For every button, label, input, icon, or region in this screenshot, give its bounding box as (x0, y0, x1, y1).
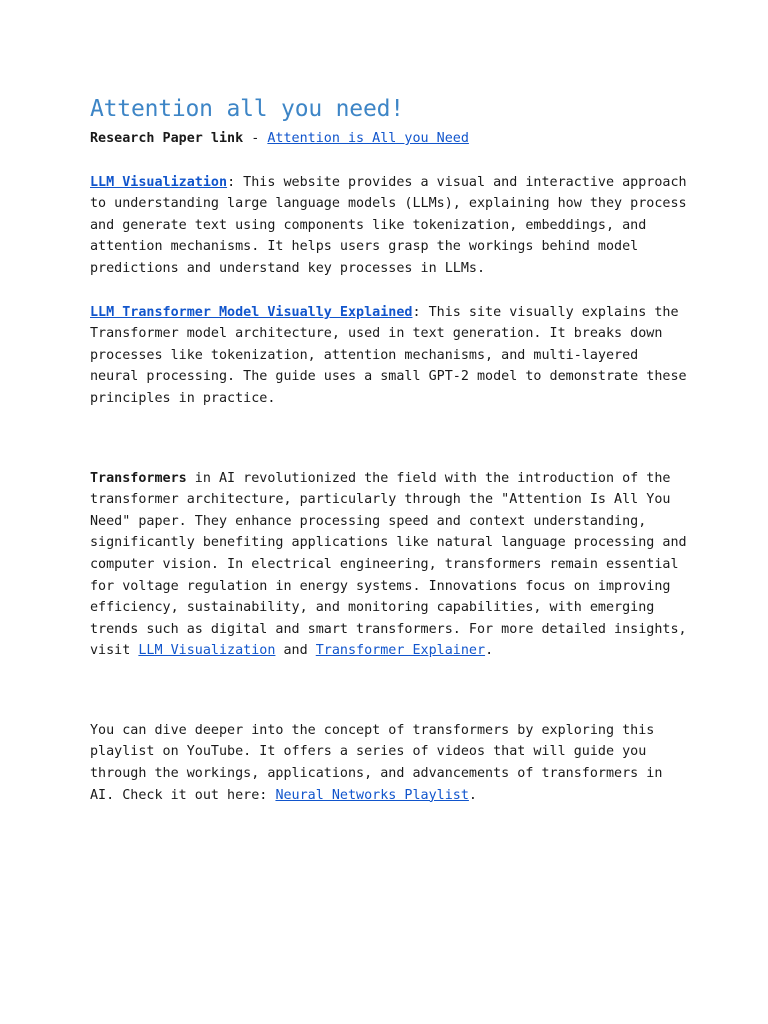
spacer (90, 662, 690, 720)
research-paper-label: Research Paper link (90, 131, 244, 146)
llm-visualization-link[interactable]: LLM Visualization (90, 174, 228, 190)
playlist-description: You can dive deeper into the concept of transformers by exploring this playlist on YouTube. It offers a series of videos that will guide you through the workings, applications, and advancements of transformers in AI. Check it out here: (90, 722, 663, 803)
playlist-paragraph (90, 720, 690, 806)
transformers-paragraph (90, 468, 690, 662)
research-paper-separator: - (243, 131, 268, 146)
transformer-explained-description: : This site visually explains the Transformer model architecture, used in text generation. It breaks down processes like tokenization, attention mechanisms, and multi-layered neural processing. The guide uses a small GPT-2 model to demonstrate these principles in practice. (90, 304, 687, 406)
transformer-explained-paragraph (90, 302, 690, 410)
transformer-explained-link[interactable]: LLM Transformer Model Visually Explained (90, 304, 413, 320)
spacer (90, 410, 690, 468)
llm-visualization-inline-link[interactable]: LLM Visualization (138, 643, 276, 659)
llm-visualization-description: : This website provides a visual and interactive approach to understanding large language models (LLMs), explaining how they process and generate text using components like tokenization, embeddings, and attention mechanisms. It helps users grasp the workings behind model predictions and understand key processes in LLMs. (90, 174, 687, 276)
transformers-description: in AI revolutionized the field with the introduction of the transformer architecture, particularly through the "Attention Is All You Need" paper. They enhance processing speed and context understanding, significantly benefiting applications like natural language processing and computer vision. In electrical engineering, transformers remain essential for voltage regulation in energy systems. Innovations focus on improving efficiency, sustainability, and monitoring capabilities, with emerging trends such as digital and smart transformers. For more detailed insights, visit (90, 470, 687, 659)
transformer-explainer-link[interactable]: Transformer Explainer (315, 643, 486, 659)
transformers-bold-term: Transformers (90, 470, 187, 486)
page-title: Attention all you need! (90, 96, 404, 122)
research-paper-line (90, 128, 690, 150)
spacer (90, 280, 690, 302)
spacer (90, 150, 690, 172)
llm-visualization-paragraph (90, 172, 690, 280)
transformers-end-punct: . (485, 643, 494, 659)
transformers-between-text: and (275, 643, 316, 659)
document-page (90, 92, 690, 806)
neural-networks-playlist-link[interactable]: Neural Networks Playlist (275, 787, 469, 803)
attention-paper-link[interactable]: Attention is All you Need (267, 131, 469, 146)
playlist-end-punct: . (468, 787, 477, 803)
